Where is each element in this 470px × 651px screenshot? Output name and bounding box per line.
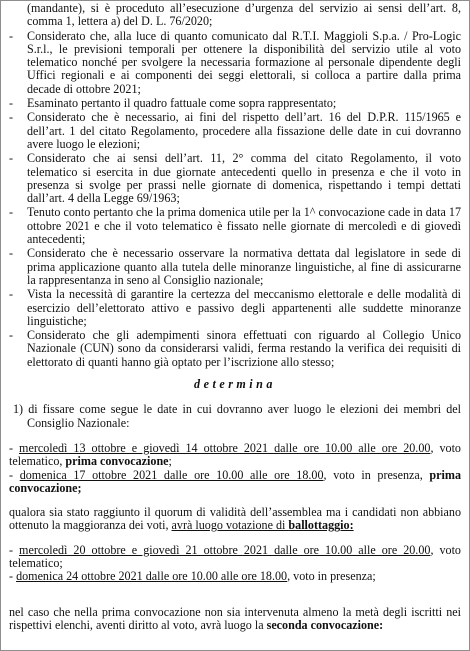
telematic-dates: mercoledì 13 ottobre e giovedì 14 ottobre 2021 dalle ore 10.00 alle ore 20.00 (19, 440, 431, 455)
consideration-text: Considerato che ai sensi dell’art. 11, 2° comma del citato Regolamento, il voto telematico si esercita in due giornate antecedenti quello in presenza e che il voto in presenza si svolge per prassi nelle giornate di domenica, rispettando i tempi dettati dall’art. 4 della Legge 69/1963; (27, 151, 461, 206)
dash-prefix: - (9, 467, 20, 482)
text: , voto telematico; (9, 542, 461, 570)
consideration-item (9, 97, 461, 110)
dash-marker: - (9, 28, 14, 43)
dash-marker: - (9, 287, 14, 302)
ballot-label: ballottaggio: (288, 518, 354, 533)
consideration-text: Considerato che è necessario, ai fini del rispetto dell’art. 16 del D.P.R. 115/1965 e dell’art. 1 del citato Regolamento, procedere alla fissazione delle date in cui dovranno avere luogo le elezioni; (27, 110, 461, 151)
ballot-telematic (9, 544, 461, 571)
intro-paragraph: (mandante), si è proceduto all’esecuzione d’urgenza del servizio ai sensi dell’art. 8, comma 1, lettera a) del D. L. 76/2020; (27, 1, 461, 29)
telematic-dates: mercoledì 20 ottobre e giovedì 21 ottobre 2021 dalle ore 10.00 alle ore 20.00 (19, 542, 431, 557)
consideration-item (9, 206, 461, 246)
consideration-item (9, 30, 461, 96)
consideration-text: Vista la necessità di garantire la certezza del meccanismo elettorale e delle modalità di esercizio dell’elettorato attivo e passivo degli appartenenti alle suddette minoranze linguistiche; (27, 287, 461, 328)
dash-prefix: - (9, 569, 17, 584)
dash-prefix: - (9, 440, 20, 455)
first-call-label: prima convocazione; (9, 467, 461, 495)
presence-dates: domenica 24 ottobre 2021 dalle ore 10.00 alle ore 18.00 (16, 569, 288, 584)
second-call-label: seconda convocazione: (266, 617, 384, 632)
consideration-item (9, 111, 461, 151)
dash-marker: - (9, 110, 14, 125)
text: , voto in presenza, (323, 467, 430, 482)
dash-marker: - (9, 328, 14, 343)
first-call-presence (9, 469, 461, 496)
text: qualora sia stato raggiunto il quorum di validità dell’assemblea ma i candidati non abbiano ottenuto la maggioranza dei voti, (9, 505, 461, 533)
text: , voto in presenza; (287, 569, 376, 584)
consideration-item (9, 329, 461, 369)
consideration-item (9, 288, 461, 328)
presence-dates: domenica 17 ottobre 2021 dalle ore 10.00 alle ore 18.00 (19, 467, 324, 482)
text: nel caso che nella prima convocazione non sia intervenuta almeno la metà degli iscritti nei rispettivi elenchi, aventi diritto al voto, avrà luogo la (9, 604, 461, 632)
consideration-text: Considerato che gli adempimenti sinora effettuati con riguardo al Collegio Unico Nazionale (CUN) sono da considerarsi validi, ferma restando la verifica dei requisiti di elettorato di quanti hanno già optato per l’iscrizione allo stesso; (27, 328, 461, 369)
dash-prefix: - (9, 542, 20, 557)
first-call-label: prima convocazione (65, 454, 169, 469)
consideration-text: Esaminato pertanto il quadro fattuale come sopra rappresentato; (27, 96, 337, 111)
point-one: 1) di fissare come segue le date in cui dovranno aver luogo le elezioni dei membri del Consiglio Nazionale: (13, 402, 461, 430)
dash-marker: - (9, 96, 14, 111)
ballot-presence (9, 570, 461, 583)
consideration-text: Considerato che, alla luce di quanto comunicato dal R.T.I. Maggioli S.p.a. / Pro-Logic S.r.l., le previsioni temporali per ottenere la disponibilità del servizio utile al voto telematico nonché per svolgere la necessaria formazione al personale dipendente degli Uffici regionali e ai componenti dei seggi elettorali, si colloca a partire dalla prima decade di ottobre 2021; (27, 28, 461, 96)
text: ; (168, 454, 172, 469)
text: , voto telematico, (9, 440, 461, 469)
consideration-item (9, 152, 461, 205)
quorum-paragraph (9, 506, 461, 533)
dash-marker: - (9, 246, 14, 261)
second-call-paragraph (9, 606, 461, 633)
consideration-item (9, 247, 461, 287)
ballot-intro: avrà luogo votazione di (171, 518, 289, 533)
dash-marker: - (9, 205, 14, 220)
dash-marker: - (9, 151, 14, 166)
first-call-telematic (9, 442, 461, 469)
consideration-text: Considerato che è necessario osservare la normativa dettata dal legislatore in sede di prima applicazione quanto alla tutela delle minoranze linguistiche, al fine di assicurarne la rappresentanza in seno al Consiglio nazionale; (27, 246, 461, 287)
determina-heading: determina (194, 377, 276, 392)
consideration-text: Tenuto conto pertanto che la prima domenica utile per la 1^ convocazione cade in data 17 ottobre 2021 e che il voto telematico è fissato nelle giornate di mercoledì e di giovedì antecedenti; (27, 205, 461, 247)
